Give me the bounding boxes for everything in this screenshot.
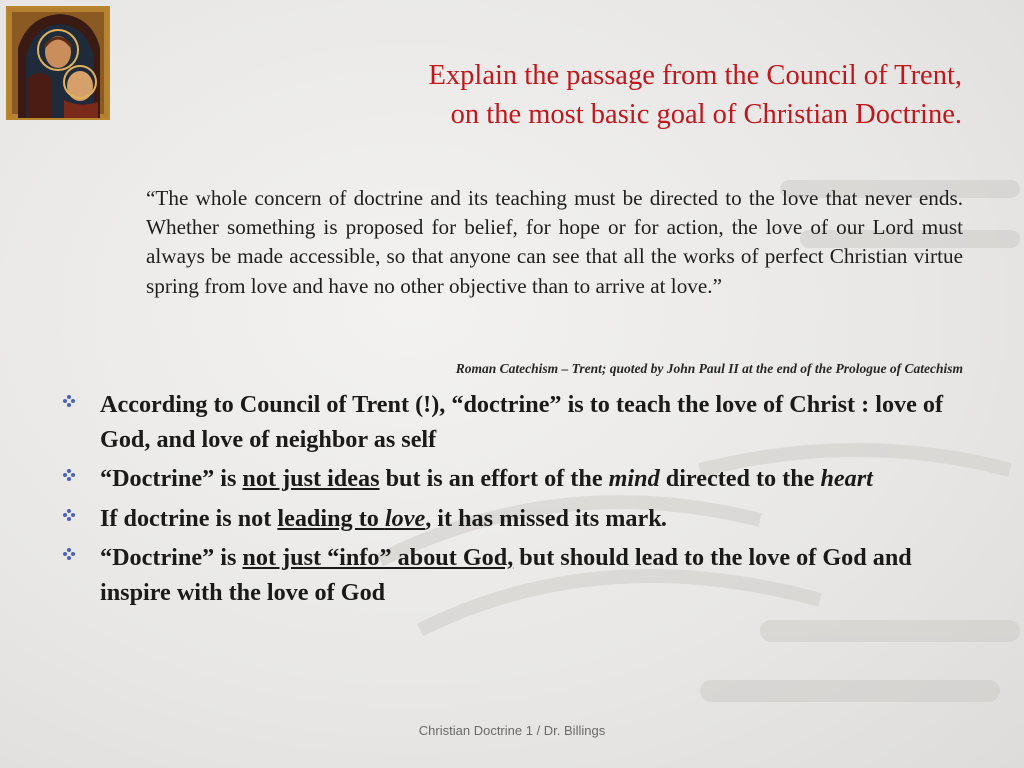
bullet-text: “Doctrine” is — [100, 465, 243, 492]
bullet-item — [62, 502, 962, 537]
bullet-text: If doctrine is not — [100, 504, 278, 532]
underlined-phrase: not just “info” about God, — [242, 544, 514, 571]
diamond-bullet-icon — [62, 394, 76, 408]
madonna-and-child-icon — [6, 6, 110, 120]
bullet-text: “Doctrine” is — [100, 544, 243, 571]
title-line-2: on the most basic goal of Christian Doctrine. — [450, 99, 962, 130]
italic-word: heart — [820, 465, 873, 492]
underlined-italic-word: love — [384, 504, 426, 532]
quote-citation: Roman Catechism – Trent; quoted by John Paul II at the end of the Prologue of Catechism — [455, 361, 963, 376]
italic-word: mind — [608, 465, 660, 492]
slide-footer: Christian Doctrine 1 / Dr. Billings — [418, 723, 606, 738]
bullet-item — [62, 462, 962, 497]
diamond-bullet-icon — [62, 468, 76, 482]
bullet-item — [62, 388, 962, 457]
bullet-text: directed to the — [659, 465, 821, 492]
diamond-bullet-icon — [62, 547, 76, 561]
title-line-1: Explain the passage from the Council of Trent, — [428, 60, 962, 91]
bullet-text: According to Council of Trent (!), “doctrine” is to teach the love of Christ : love of God, and love of neighbor as self — [100, 391, 944, 453]
bullet-list — [62, 388, 962, 615]
bullet-item — [62, 541, 962, 610]
trent-quote: “The whole concern of doctrine and its teaching must be directed to the love that never ends. Whether something is proposed for belief, for hope or for action, the love of our Lord must always be made accessible, so that anyone can see that all the works of perfect Christian virtue spring from love and have no other objective than to arrive at love.” — [146, 186, 963, 298]
slide-title — [200, 56, 962, 134]
italic-period: . — [661, 504, 668, 532]
bullet-text: but should lead to the love of God and inspire with the love of God — [100, 544, 912, 606]
underlined-phrase: leading to — [277, 504, 385, 532]
bullet-text: , it has missed its mark — [425, 504, 662, 532]
bullet-text: but is an effort of the — [379, 465, 609, 492]
underlined-phrase: not just ideas — [242, 465, 380, 492]
madonna-icon-image — [8, 8, 108, 118]
diamond-bullet-icon — [62, 508, 76, 522]
